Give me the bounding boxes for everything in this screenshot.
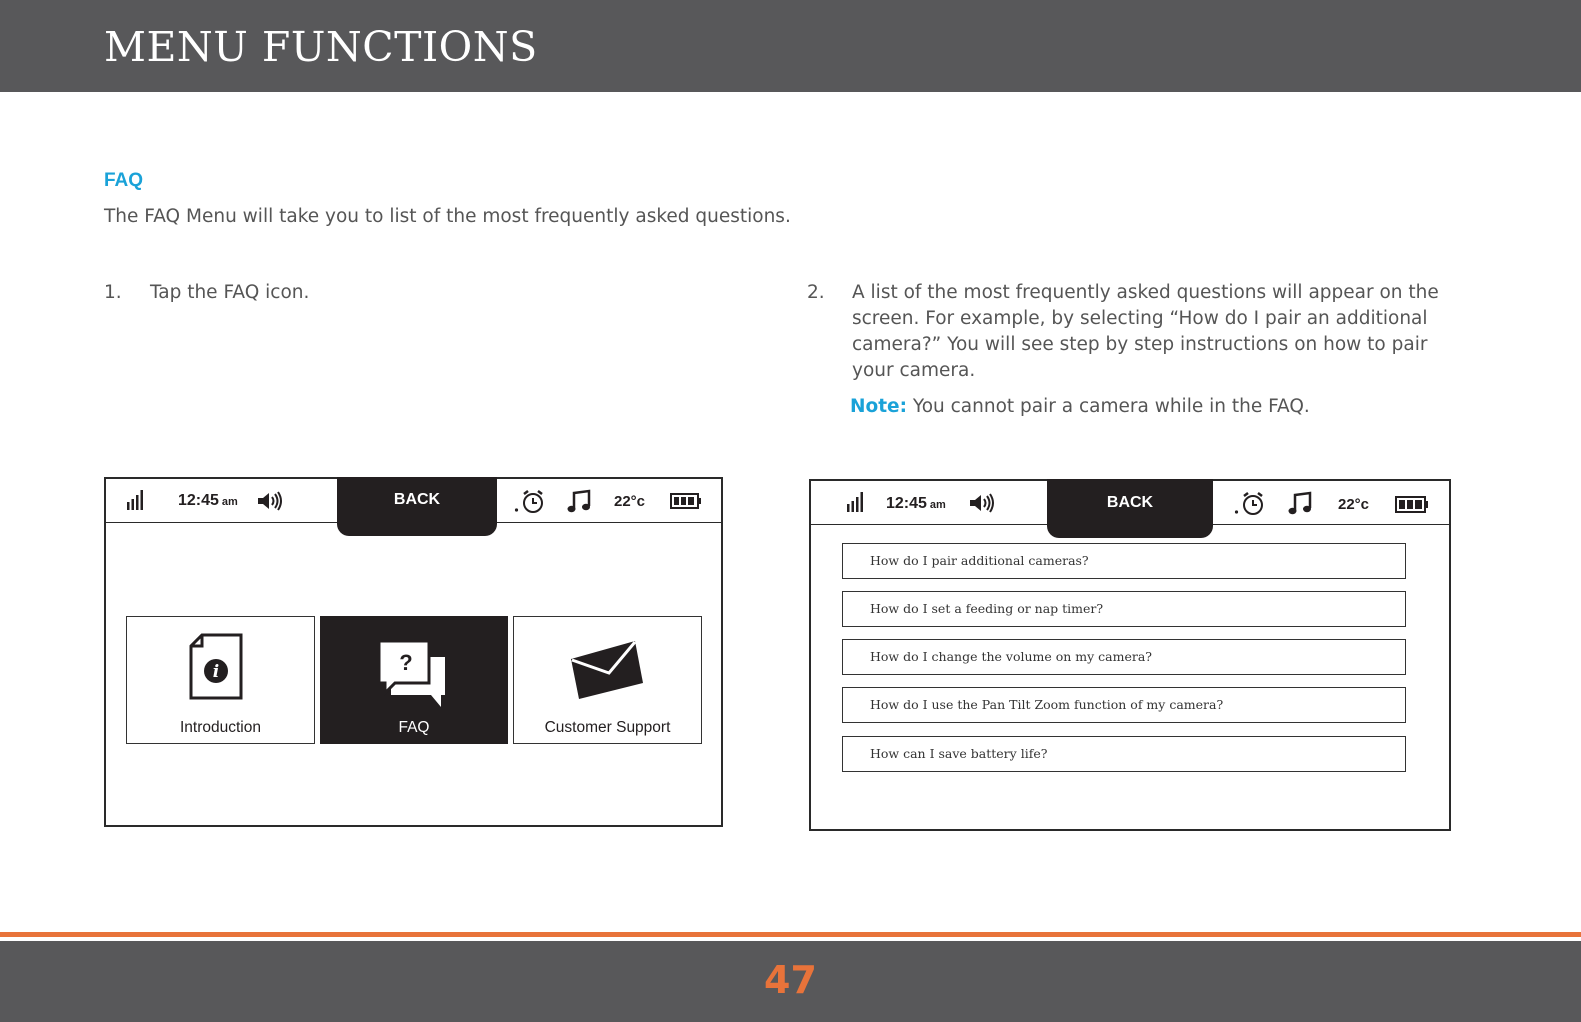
page-number: 47: [764, 958, 817, 1002]
faq-question-item[interactable]: How do I pair additional cameras?: [842, 543, 1406, 579]
tile-introduction[interactable]: [126, 616, 315, 744]
svg-text:i: i: [212, 662, 220, 682]
envelope-icon: [569, 639, 647, 706]
temperature-readout: 22°c: [1338, 496, 1370, 513]
tile-label: Customer Support: [544, 719, 671, 736]
faq-question-item[interactable]: How do I change the volume on my camera?: [842, 639, 1406, 675]
note-text: You cannot pair a camera while in the FAQ.: [906, 396, 1310, 417]
tile-customer-support[interactable]: [513, 616, 702, 744]
battery-icon: [1395, 496, 1429, 518]
chat-question-icon: [377, 639, 449, 714]
faq-question-item[interactable]: How do I use the Pan Tilt Zoom function of my camera?: [842, 687, 1406, 723]
battery-icon: [670, 493, 702, 514]
music-note-icon: [1287, 491, 1313, 522]
back-button[interactable]: BACK: [337, 477, 497, 536]
temperature-readout: 22°c: [614, 493, 646, 510]
tile-faq[interactable]: [320, 616, 508, 744]
device-screen-home: [104, 477, 723, 827]
step-line: your camera.: [852, 360, 976, 381]
intro-text: The FAQ Menu will take you to list of the most frequently asked questions.: [104, 206, 791, 227]
step-number: 1.: [104, 282, 122, 303]
clock-time: 12:45 am: [886, 495, 946, 512]
step-number: 2.: [807, 282, 825, 303]
signal-icon: [126, 489, 146, 516]
faq-question-item[interactable]: How do I set a feeding or nap timer?: [842, 591, 1406, 627]
status-bar: [811, 481, 1449, 525]
device-screen-faq: [809, 479, 1451, 831]
status-bar: [106, 479, 721, 523]
document-info-icon: [188, 633, 244, 706]
signal-icon: [846, 491, 866, 518]
faq-question-item[interactable]: How can I save battery life?: [842, 736, 1406, 772]
step-text: Tap the FAQ icon.: [150, 282, 310, 303]
tile-label: FAQ: [398, 719, 430, 736]
note: [850, 394, 1310, 420]
step-line: camera?” You will see step by step instructions on how to pair: [852, 334, 1428, 355]
music-note-icon: [566, 489, 592, 520]
back-button[interactable]: BACK: [1047, 479, 1213, 538]
alarm-icon: [1234, 491, 1268, 522]
step-2: [807, 280, 1487, 430]
svg-text:?: ?: [399, 650, 413, 675]
page-title: MENU FUNCTIONS: [104, 23, 538, 71]
section-title: FAQ: [104, 170, 144, 191]
volume-icon: [968, 492, 998, 519]
footer-accent-line: [0, 932, 1581, 937]
alarm-icon: [514, 489, 548, 520]
volume-icon: [256, 490, 286, 517]
step-line: screen. For example, by selecting “How do I pair an additional: [852, 308, 1428, 329]
step-line: A list of the most frequently asked questions will appear on the: [852, 282, 1439, 303]
tile-label: Introduction: [180, 719, 261, 736]
header-bar: [0, 0, 1581, 92]
note-label: Note:: [850, 396, 907, 417]
clock-time: 12:45 am: [178, 492, 238, 509]
